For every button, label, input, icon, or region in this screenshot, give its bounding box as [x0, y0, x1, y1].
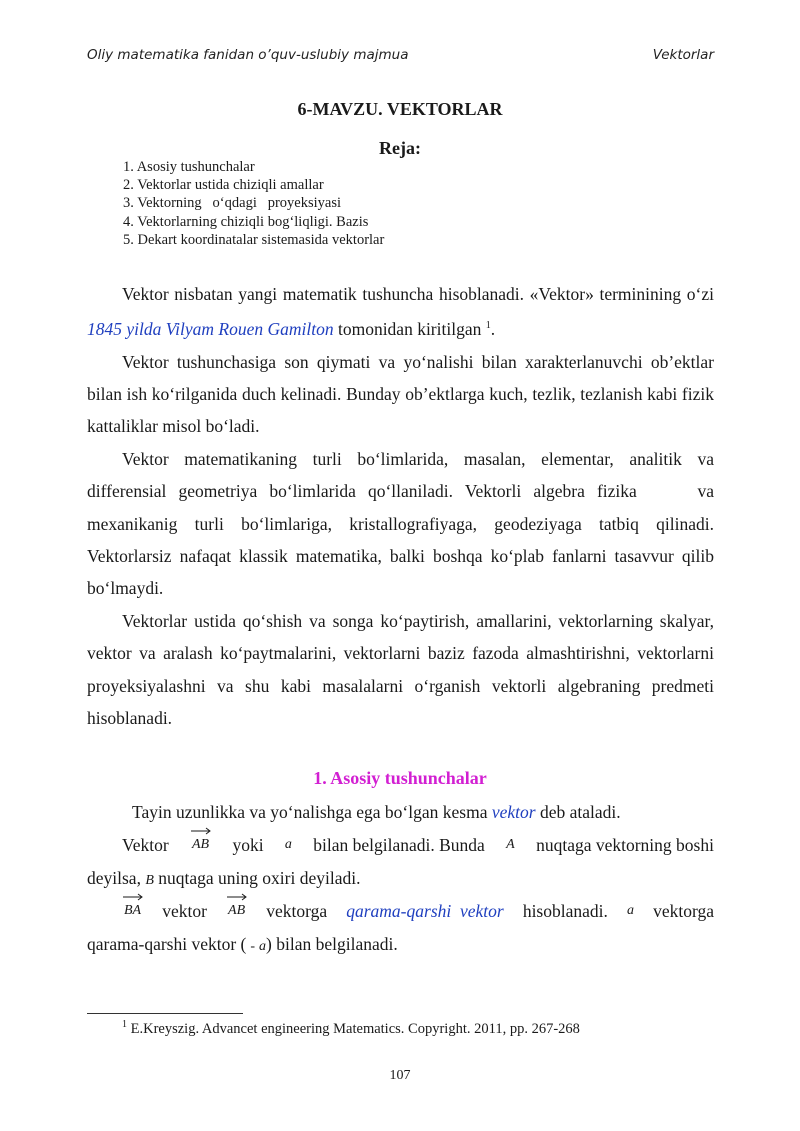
minus-sign: - — [250, 939, 256, 954]
paragraph-1: Vektor nisbatan yangi matematik tushuncha hisoblanadi. «Vektor» terminining o‘zi 1845 yilda Vilyam Rouen Gamilton tomonidan kiritilgan $^1$. — [87, 284, 714, 340]
plan-item: 5. Dekart koordinatalar sistemasida vektorlar — [123, 231, 385, 248]
plan-list — [123, 158, 384, 249]
vector-ba-symbol: BA — [122, 896, 143, 926]
plan-item: 4. Vektorlarning chiziqli bog‘liqligi. Bazis — [123, 213, 369, 230]
opposite-notation-line: qarama-qarshi vektor ( - a) bilan belgilanadi. — [87, 934, 398, 954]
section-heading: 1. Asosiy tushunchalar — [313, 768, 487, 788]
paragraph-2: Vektor tushunchasiga son qiymati va yo‘nalishi bilan xarakterlanuvchi ob’ektlar bilan ish ko‘rilganida duch kelinadi. Bunday ob’ektlarga kuch, tezlik, tezlanish kabi fizik kattaliklar misol bo‘ladi. — [87, 351, 714, 437]
point-b-symbol: B — [145, 873, 154, 888]
plan-item: 3. Vektorning o‘qdagi proyeksiyasi — [123, 195, 342, 212]
page-number: 107 — [389, 1068, 411, 1083]
vector-term: vektor — [491, 802, 536, 822]
vector-a-symbol: a — [284, 837, 292, 852]
vector-a-symbol: a — [259, 939, 267, 954]
gamilton-reference: 1845 yilda Vilyam Rouen Gamilton — [87, 319, 334, 340]
vector-a-symbol: a — [626, 903, 634, 918]
footnote-marker: 1 — [485, 320, 491, 332]
running-header-left: Oliy matematika fanidan o’quv-uslubiy majmua — [87, 47, 409, 63]
paragraph-4: Vektorlar ustida qo‘shish va songa ko‘paytirish, amallarini, vektorlarning skalyar, vektor va aralash ko‘paytmalarini, vektorlarni baziz fazoda almashtirishni, vektorlarni proyeksiyalashni va shu kabi masalalarni o‘rganish vektorli algebraning predmeti hisoblanadi. — [87, 610, 714, 729]
footnote-separator — [87, 1013, 243, 1014]
running-header-right: Vektorlar — [652, 47, 714, 63]
vector-ab-symbol: AB — [226, 896, 247, 926]
plan-item: 2. Vektorlar ustida chiziqli amallar — [123, 177, 324, 194]
footnote: $^1$ E.Kreyszig. Advancet engineering Matematics. Copyright. 2011, pp. 267-268 — [122, 1019, 580, 1037]
plan-item: 1. Asosiy tushunchalar — [123, 159, 255, 175]
opposite-vector-term: qarama-qarshi vektor — [346, 901, 504, 921]
plan-heading: Reja: — [379, 138, 421, 158]
opposite-line: BA vektor AB vektorga qarama-qarshi vektor hisoblanadi. a vektorga — [87, 896, 714, 926]
vector-ab-symbol: AB — [190, 830, 211, 860]
endpoint-line: deyilsa, B nuqtaga uning oxiri deyiladi. — [87, 868, 361, 888]
definition-line: Tayin uzunlikka va yo‘nalishga ega bo‘lgan kesma vektor deb ataladi. — [132, 802, 621, 822]
paragraph-3: Vektor matematikaning turli bo‘limlarida, masalan, elementar, analitik va differensial geometriya bo‘limlarida qo‘llaniladi. Vektorli algebra fizika va mexanikanig turli bo‘limlariga, kristallografiyaga, geodeziyaga tatbiq qilinadi. Vektorlarsiz nafaqat klassik matematika, balki boshqa ko‘plab fanlarni tasavvur qilib bo‘lmaydi. — [87, 448, 719, 599]
notation-line: Vektor AB yoki a bilan belgilanadi. Bunda A nuqtaga vektorning boshi — [87, 830, 714, 860]
point-a-symbol: A — [506, 837, 515, 852]
intro-text — [87, 278, 719, 735]
topic-title: 6-MAVZU. VEKTORLAR — [297, 99, 503, 119]
